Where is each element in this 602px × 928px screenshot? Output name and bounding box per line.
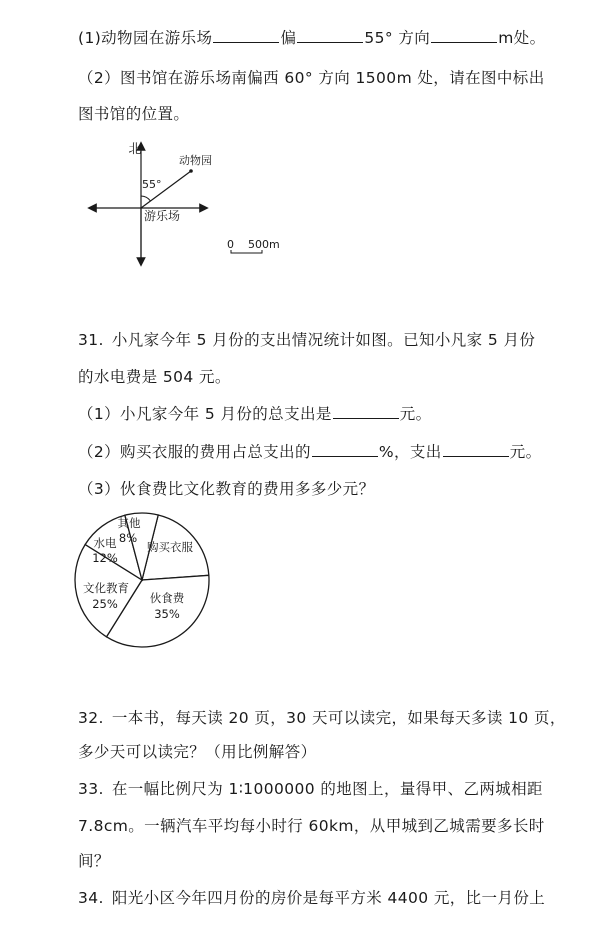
q31-sub2-text-b: %，支出 xyxy=(378,443,442,461)
pie-pct-other: 8% xyxy=(118,531,138,545)
q33-text: 在一幅比例尺为 1∶1000000 的地图上，量得甲、乙两城相距 xyxy=(111,780,543,798)
q33-line1 xyxy=(78,777,543,799)
zoo-point xyxy=(189,169,193,173)
q31-sub2-text-a: （2）购买衣服的费用占总支出的 xyxy=(78,443,311,461)
q31-sub1 xyxy=(78,402,432,424)
q30-sub1-text-c: 55° 方向 xyxy=(364,29,431,47)
park-label: 游乐场 xyxy=(144,209,181,223)
pie-label-edu: 文化教育 xyxy=(83,581,129,595)
q33-line3: 间？ xyxy=(78,852,110,870)
north-label: 北 xyxy=(128,142,142,157)
q33-line2: 7.8cm。一辆汽车平均每小时行 60km，从甲城到乙城需要多长时 xyxy=(78,817,545,835)
q30-sub1-text-a: (1)动物园在游乐场 xyxy=(78,29,213,47)
direction-map xyxy=(80,138,300,268)
pie-label-other: 其他 xyxy=(117,516,141,530)
q31-line2: 的水电费是 504 元。 xyxy=(78,368,231,386)
question-number: 31. xyxy=(78,331,104,349)
angle-arc xyxy=(141,196,151,201)
q32-line2: 多少天可以读完？（用比例解答） xyxy=(78,743,317,761)
pie-label-utility: 水电 xyxy=(93,536,117,550)
answer-blank[interactable] xyxy=(312,442,378,457)
scale-zero: 0 xyxy=(227,238,234,251)
answer-blank[interactable] xyxy=(297,28,363,43)
zoo-label: 动物园 xyxy=(179,154,212,167)
pie-pct-utility: 12% xyxy=(92,551,118,565)
scale-length: 500m xyxy=(248,238,280,251)
question-number: 33. xyxy=(78,780,104,798)
q30-sub1 xyxy=(78,26,546,48)
q34-text: 阳光小区今年四月份的房价是每平方米 4400 元，比一月份上 xyxy=(111,889,546,907)
pie-slices xyxy=(75,513,209,647)
q30-sub2-cont: 图书馆的位置。 xyxy=(78,105,190,123)
question-number: 32. xyxy=(78,709,104,727)
pie-label-clothes: 购买衣服 xyxy=(147,540,193,554)
q30-sub2: （2）图书馆在游乐场南偏西 60° 方向 1500m 处，请在图中标出 xyxy=(78,69,545,87)
q31-sub2 xyxy=(78,440,542,462)
q34-line1 xyxy=(78,886,545,908)
q31-line1 xyxy=(78,328,535,350)
q31-sub2-text-c: 元。 xyxy=(509,443,542,461)
q31-text: 小凡家今年 5 月份的支出情况统计如图。已知小凡家 5 月份 xyxy=(111,331,536,349)
pie-pct-food: 35% xyxy=(154,607,180,621)
answer-blank[interactable] xyxy=(333,404,399,419)
pie-label-food: 伙食费 xyxy=(149,591,185,605)
pie-pct-edu: 25% xyxy=(92,597,118,611)
q30-sub1-text-b: 偏 xyxy=(280,29,297,47)
pie-chart xyxy=(72,510,212,650)
q31-sub1-text-b: 元。 xyxy=(399,405,432,423)
q31-sub1-text-a: （1）小凡家今年 5 月份的总支出是 xyxy=(78,405,332,423)
answer-blank[interactable] xyxy=(213,28,279,43)
answer-blank[interactable] xyxy=(431,28,497,43)
q30-sub1-text-d: m处。 xyxy=(498,29,546,47)
angle-label: 55° xyxy=(142,178,162,191)
q32-text: 一本书，每天读 20 页，30 天可以读完，如果每天多读 10 页， xyxy=(111,709,566,727)
q31-sub3: （3）伙食费比文化教育的费用多多少元？ xyxy=(78,480,375,498)
question-number: 34. xyxy=(78,889,104,907)
answer-blank[interactable] xyxy=(443,442,509,457)
q32-line1 xyxy=(78,706,566,728)
